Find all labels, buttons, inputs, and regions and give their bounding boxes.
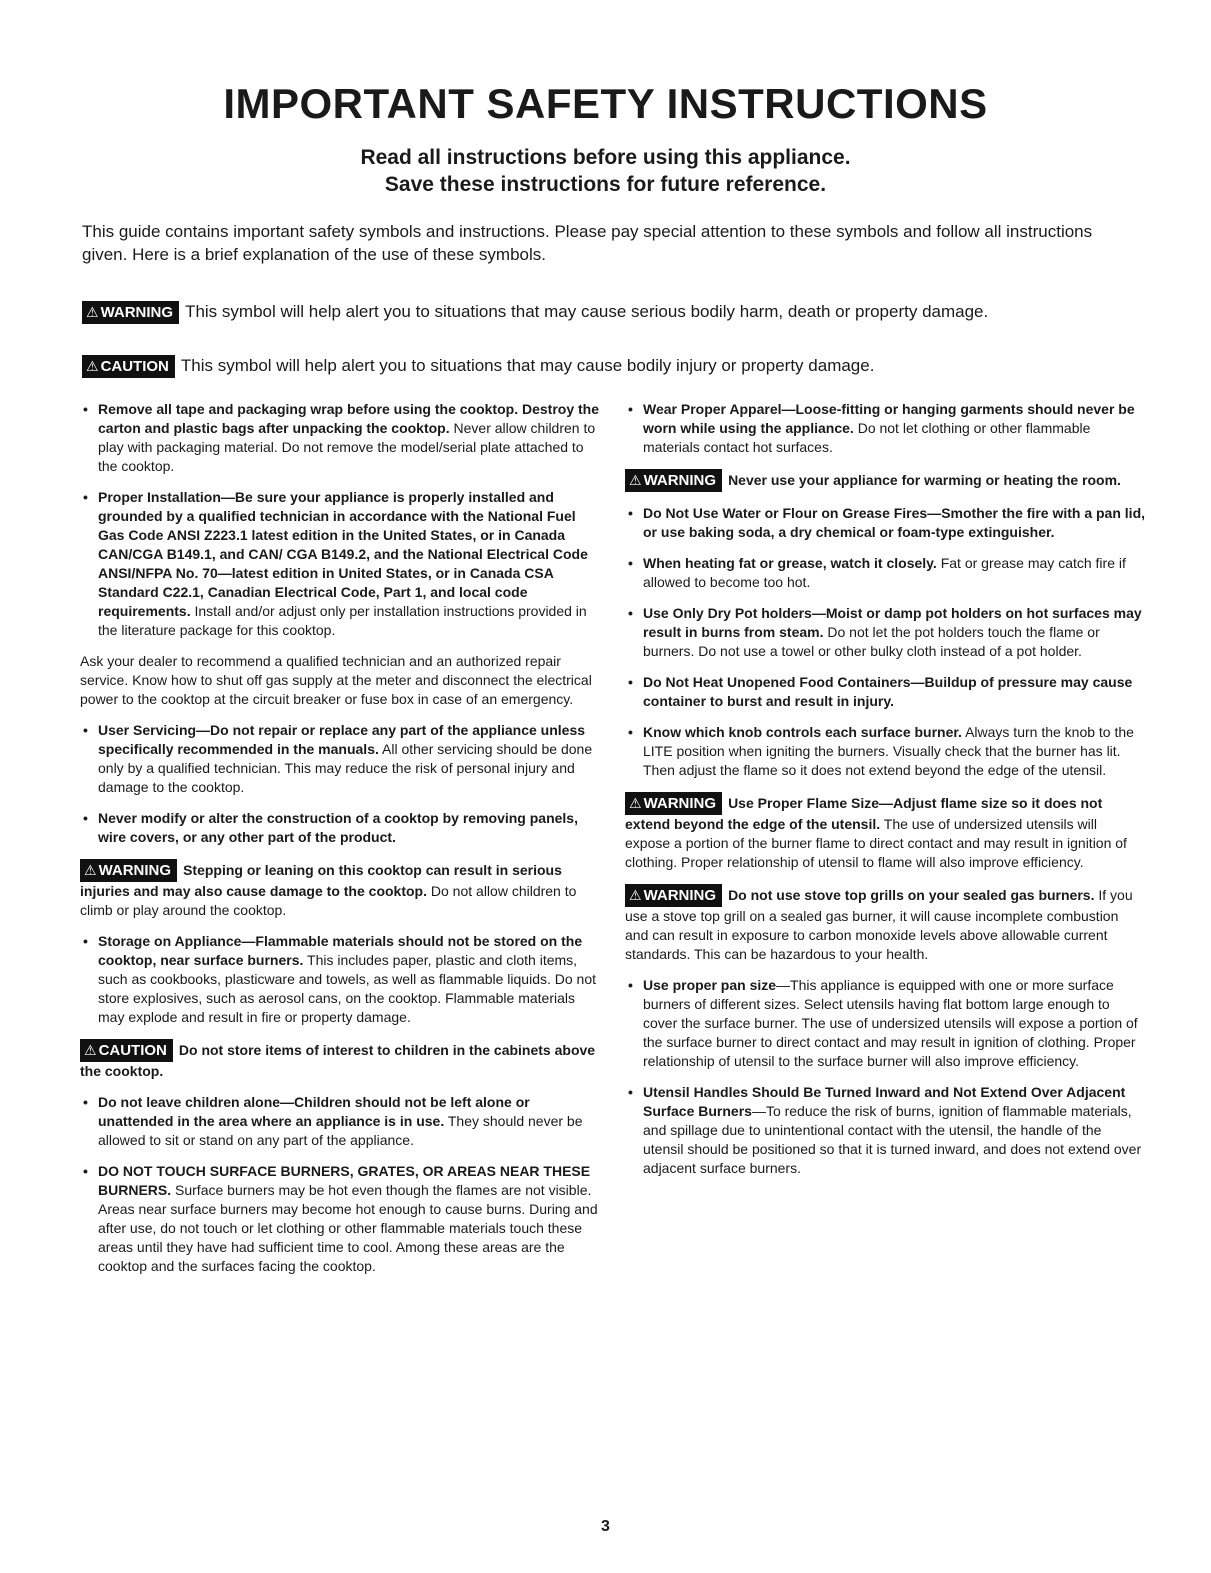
item-text: They should never be allowed to sit or stand on any part of the appliance. [98,1113,583,1148]
item-text: This includes paper, plastic and cloth items, such as cookbooks, plasticware and towels, as well as flammable liquids. Do not store explosives, such as aerosol cans, on the cooktop. Flammable materials may explode and result in fire or property damage. [98,952,597,1025]
warning-triangle-icon: ⚠ [629,887,642,903]
warning-triangle-icon: ⚠ [86,304,99,320]
bullet-icon: • [83,489,88,505]
item-text: Never allow children to play with packaging material. Do not remove the model/serial plate attached to the cooktop. [98,420,596,474]
list-item [80,721,600,797]
warning-heading: Do not use stove top grills on your sealed gas burners. [728,887,1095,903]
caution-heading: Do not store items of interest to children in the cabinets above the cooktop. [80,1042,596,1079]
item-heading: Know which knob controls each surface burner. [643,724,962,740]
warning-heading: Stepping or leaning on this cooktop can result in serious injuries and may also cause damage to the cooktop. [80,862,562,899]
warning-block [625,884,1145,964]
item-heading: User Servicing—Do not repair or replace any part of the appliance unless specifically recommended in the manuals. [98,722,586,757]
bullet-icon: • [628,605,633,621]
bullet-icon: • [83,933,88,949]
warning-badge-label: WARNING [643,795,717,812]
caution-symbol-row [82,354,1162,378]
right-column [625,400,1145,1190]
bullet-icon: • [83,810,88,826]
warning-badge-label: WARNING [643,472,717,489]
bullet-icon: • [83,1094,88,1110]
list-item [80,1162,600,1276]
list-item [80,400,600,476]
list-item [625,504,1145,542]
subtitle-read: Read all instructions before using this appliance. [360,146,851,169]
list-item [80,1093,600,1150]
list-item [80,488,600,640]
item-heading: Remove all tape and packaging wrap before using the cooktop. Destroy the carton and plastic bags after unpacking the cooktop. [98,401,599,436]
warning-text: If you use a stove top grill on a sealed gas burner, it will cause incomplete combustion and can result in exposure to carbon monoxide levels above allowable current standards. This can be hazardous to your health. [625,887,1133,962]
item-heading: Utensil Handles Should Be Turned Inward and Not Extend Over Adjacent Surface Burners [643,1084,1126,1119]
item-heading: Wear Proper Apparel—Loose-fitting or hanging garments should never be worn while using the appliance. [643,401,1135,436]
caution-badge-label: CAUTION [98,1042,167,1059]
subtitle-save: Save these instructions for future reference. [384,173,827,196]
warning-triangle-icon: ⚠ [84,862,97,878]
warning-heading: Use Proper Flame Size—Adjust flame size so it does not extend beyond the edge of the utensil. [625,795,1103,832]
warning-badge-label: WARNING [98,862,172,879]
warning-badge [80,859,177,882]
warning-heading: Never use your appliance for warming or heating the room. [728,472,1121,488]
warning-block [625,469,1145,492]
bullet-icon: • [628,401,633,417]
item-heading: Use proper pan size [643,977,777,993]
page-title: IMPORTANT SAFETY INSTRUCTIONS [223,80,988,127]
item-text: Surface burners may be hot even though the flames are not visible. Areas near surface burners may become hot enough to cause burns. During and after use, do not touch or let clothing or other flammable materials touch these areas until they have had sufficient time to cool. Among these areas are the cooktop and the surfaces facing the cooktop. [98,1182,598,1274]
warning-triangle-icon: ⚠ [629,472,642,488]
warning-text: The use of undersized utensils will expose a portion of the burner flame to direct contact and may result in ignition of clothing. Proper relationship of utensil to flame will also improve efficiency. [625,816,1127,870]
bullet-icon: • [628,1084,633,1100]
item-heading: Never modify or alter the construction of a cooktop by removing panels, wire covers, or any other part of the product. [98,810,578,845]
list-item [80,932,600,1027]
item-heading: Storage on Appliance—Flammable materials should not be stored on the cooktop, near surface burners. [98,933,583,968]
warning-badge [625,469,722,492]
warning-triangle-icon: ⚠ [86,358,99,374]
bullet-icon: • [628,505,633,521]
warning-symbol-row [82,300,1162,324]
caution-block [80,1039,600,1081]
bullet-icon: • [628,724,633,740]
item-text: All other servicing should be done only by a qualified technician. This may reduce the risk of personal injury and damage to the cooktop. [98,741,593,795]
item-heading: Do Not Use Water or Flour on Grease Fires—Smother the fire with a pan lid, or use baking soda, a dry chemical or foam-type extinguisher. [643,505,1146,540]
item-text: Install and/or adjust only per installation instructions provided in the literature package for this cooktop. [98,603,587,638]
warning-badge [625,792,722,815]
item-heading: DO NOT TOUCH SURFACE BURNERS, GRATES, OR AREAS NEAR THESE BURNERS. [98,1163,591,1198]
warning-badge-label: WARNING [643,887,717,904]
warning-block [80,859,600,920]
dealer-paragraph: Ask your dealer to recommend a qualified technician and an authorized repair service. Know how to shut off gas supply at the meter and disconnect the electrical power to the cooktop at the circuit breaker or fuse box in case of an emergency. [80,653,592,707]
item-text: Do not let clothing or other flammable materials contact hot surfaces. [643,420,1091,455]
bullet-icon: • [83,1163,88,1179]
caution-badge [82,355,175,378]
list-item [625,976,1145,1071]
bullet-icon: • [628,977,633,993]
warning-triangle-icon: ⚠ [629,795,642,811]
item-text: —This appliance is equipped with one or more surface burners of different sizes. Select utensils having flat bottom large enough to cover the surface burner. The use of undersized utensils will expose a portion of the surface burner to direct contact and may result in ignition of clothing. Proper relationship of utensil to the surface burner will also improve efficiency. [643,977,1138,1069]
intro-paragraph: This guide contains important safety symbols and instructions. Please pay special attention to these symbols and follow all instructions given. Here is a brief explanation of the use of these symbols. [82,222,1093,264]
warning-badge-label: WARNING [100,304,174,321]
list-item [625,723,1145,780]
list-item [80,809,600,847]
caution-symbol-description: This symbol will help alert you to situations that may cause bodily injury or property damage. [180,356,875,375]
item-heading: Do not leave children alone—Children should not be left alone or unattended in the area where an appliance is in use. [98,1094,530,1129]
warning-badge [625,884,722,907]
list-item [625,554,1145,592]
bullet-icon: • [83,401,88,417]
item-heading: Do Not Heat Unopened Food Containers—Buildup of pressure may cause container to burst and result in injury. [643,674,1133,709]
item-text: Do not let the pot holders touch the flame or burners. Do not use a towel or other bulky cloth instead of a pot holder. [643,624,1100,659]
warning-text: Do not allow children to climb or play around the cooktop. [80,883,577,918]
item-text: Always turn the knob to the LITE position when igniting the burners. Visually check that the burner has lit. Then adjust the flame so it does not extend beyond the edge of the utensil. [643,724,1134,778]
bullet-icon: • [628,674,633,690]
warning-block [625,792,1145,872]
page-number: 3 [601,1518,610,1535]
list-item [625,673,1145,711]
left-column [80,400,600,1288]
list-item [625,400,1145,457]
warning-symbol-description: This symbol will help alert you to situations that may cause serious bodily harm, death or property damage. [185,302,989,321]
item-text: Fat or grease may catch fire if allowed to become too hot. [643,555,1126,590]
warning-badge [82,301,179,324]
item-heading: Proper Installation—Be sure your appliance is properly installed and grounded by a qualified technician in accordance with the National Fuel Gas Code ANSI Z223.1 latest edition in the United States, or in Canada CAN/CGA B149.1, and CAN/ CGA B149.2, and the National Electrical Code ANSI/NFPA No. 70—latest edition in United States, or in Canada CSA Standard C22.1, Canadian Electrical Code, Part 1, and local code requirements. [98,489,588,619]
warning-triangle-icon: ⚠ [84,1042,97,1058]
item-heading: Use Only Dry Pot holders—Moist or damp pot holders on hot surfaces may result in burns from steam. [643,605,1142,640]
list-item [625,604,1145,661]
list-item [625,1083,1145,1178]
item-text: —To reduce the risk of burns, ignition of flammable materials, and spillage due to unintentional contact with the utensil, the handle of the utensil should be positioned so that it is turned inward, and does not extend over adjacent surface burners. [643,1103,1142,1176]
bullet-icon: • [83,722,88,738]
caution-badge-label: CAUTION [100,358,169,375]
caution-badge [80,1039,173,1062]
item-heading: When heating fat or grease, watch it closely. [643,555,937,571]
bullet-icon: • [628,555,633,571]
